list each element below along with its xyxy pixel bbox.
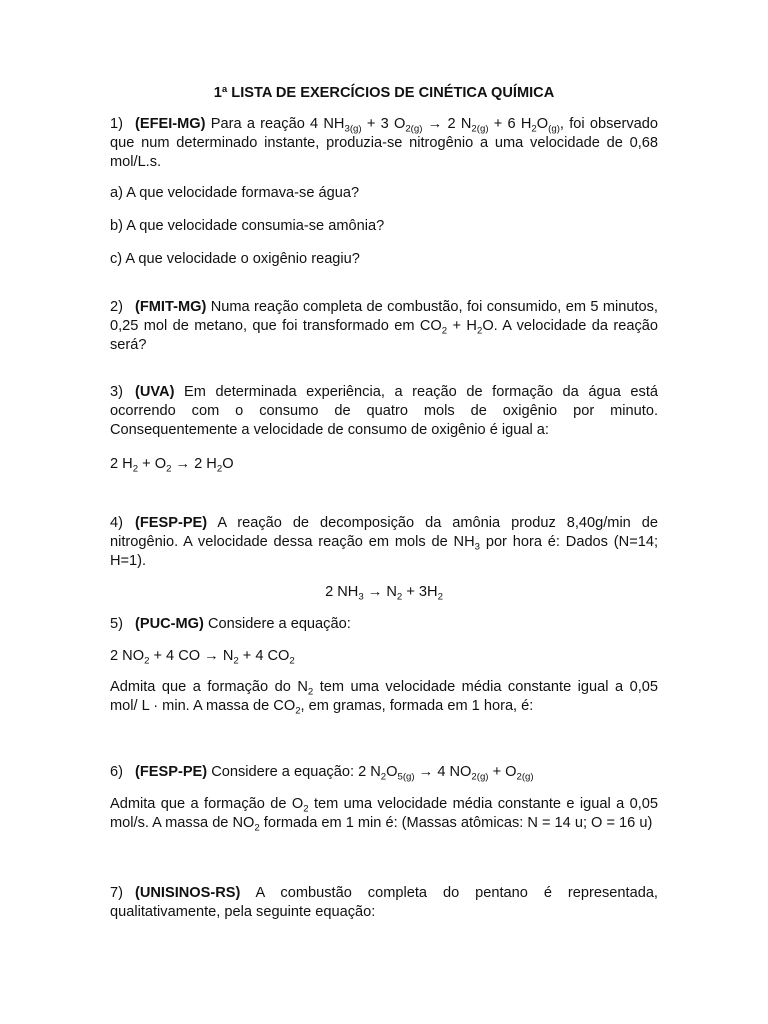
question-5-equation: 2 $NO_2 + 4$ CO → $N_2 + 4$ $CO_2$ (110, 648, 295, 667)
question-6: 6) (FESP-PE) Considere a equação: 2 $N_2O_{5(g)} \to 4$ $NO_{2(g)} + O_{2(g)}$ (110, 764, 534, 783)
question-5-text: Admita que a formação do $N_2$ tem uma velocidade média constante igual a 0,05 mol/ L · min. A massa de $CO_2$, em gramas, formada em 1 hora, é: (110, 679, 658, 717)
question-number: 5) (110, 616, 123, 632)
question-source: (UVA) (134, 384, 175, 400)
question-3: 3) (UVA) Em determinada experiência, a reação de formação da água está ocorrendo com o consumo de quatro mols de oxigênio por minuto. Consequentemente a velocidade de consumo de oxigênio é igual a: (110, 384, 658, 438)
page-title: 1ª LISTA DE EXERCÍCIOS DE CINÉTICA QUÍMICA (213, 85, 555, 101)
question-1-item-c: c) A que velocidade o oxigênio reagiu? (110, 251, 360, 267)
question-number: 1) (110, 116, 123, 132)
question-2: 2) (FMIT-MG) Numa reação completa de combustão, foi consumido, em 5 minutos, 0,25 mol de metano, que foi transformado em $CO_2 + H_2O$. A velocidade da reação será? (110, 299, 658, 353)
question-number: 3) (110, 384, 123, 400)
question-source: (UNISINOS-RS) (134, 885, 241, 901)
question-source: (FESP-PE) (134, 764, 208, 780)
question-7: 7) (UNISINOS-RS) A combustão completa do pentano é representada, qualitativamente, pela seguinte equação: (110, 885, 658, 920)
question-5: 5) (PUC-MG) Considere a equação: (110, 616, 351, 632)
question-3-equation: 2 $H_2 + O_2 \to 2$ $H_2O$ (110, 456, 234, 475)
question-number: 6) (110, 764, 123, 780)
question-4-equation: 2 $NH_3 \to N_2 + 3H_2$ (325, 584, 443, 603)
question-source: (FESP-PE) (134, 515, 208, 531)
question-number: 4) (110, 515, 123, 531)
question-6-text: Admita que a formação de $O_2$ tem uma velocidade média constante e igual a 0,05 mol/s. A massa de $NO_2$ formada em 1 min é: (Massas atômicas: N = 14 u; O = 16 u) (110, 796, 658, 834)
question-number: 2) (110, 299, 123, 315)
question-number: 7) (110, 885, 123, 901)
question-1-item-b: b) A que velocidade consumia-se amônia? (110, 218, 385, 234)
question-source: (PUC-MG) (134, 616, 204, 632)
question-source: (FMIT-MG) (134, 299, 207, 315)
question-4: 4) (FESP-PE) A reação de decomposição da amônia produz 8,40g/min de nitrogênio. A velocidade dessa reação em mols de $NH_3$ por hora é: Dados (N=14; H=1). (110, 515, 659, 569)
question-1-item-a: a) A que velocidade formava-se água? (110, 185, 360, 201)
question-1: 1) (EFEI-MG) Para a reação 4 $NH_{3(g)} + 3$ $O_{2(g)} \to 2$ $N_{2(g)} + 6$ $H_2O_{(g)}$, foi observado que num determinado instante, produzia-se nitrogênio a uma velocidade de 0,68 mol/L.s. (110, 116, 659, 170)
question-source: (EFEI-MG) (134, 116, 206, 132)
